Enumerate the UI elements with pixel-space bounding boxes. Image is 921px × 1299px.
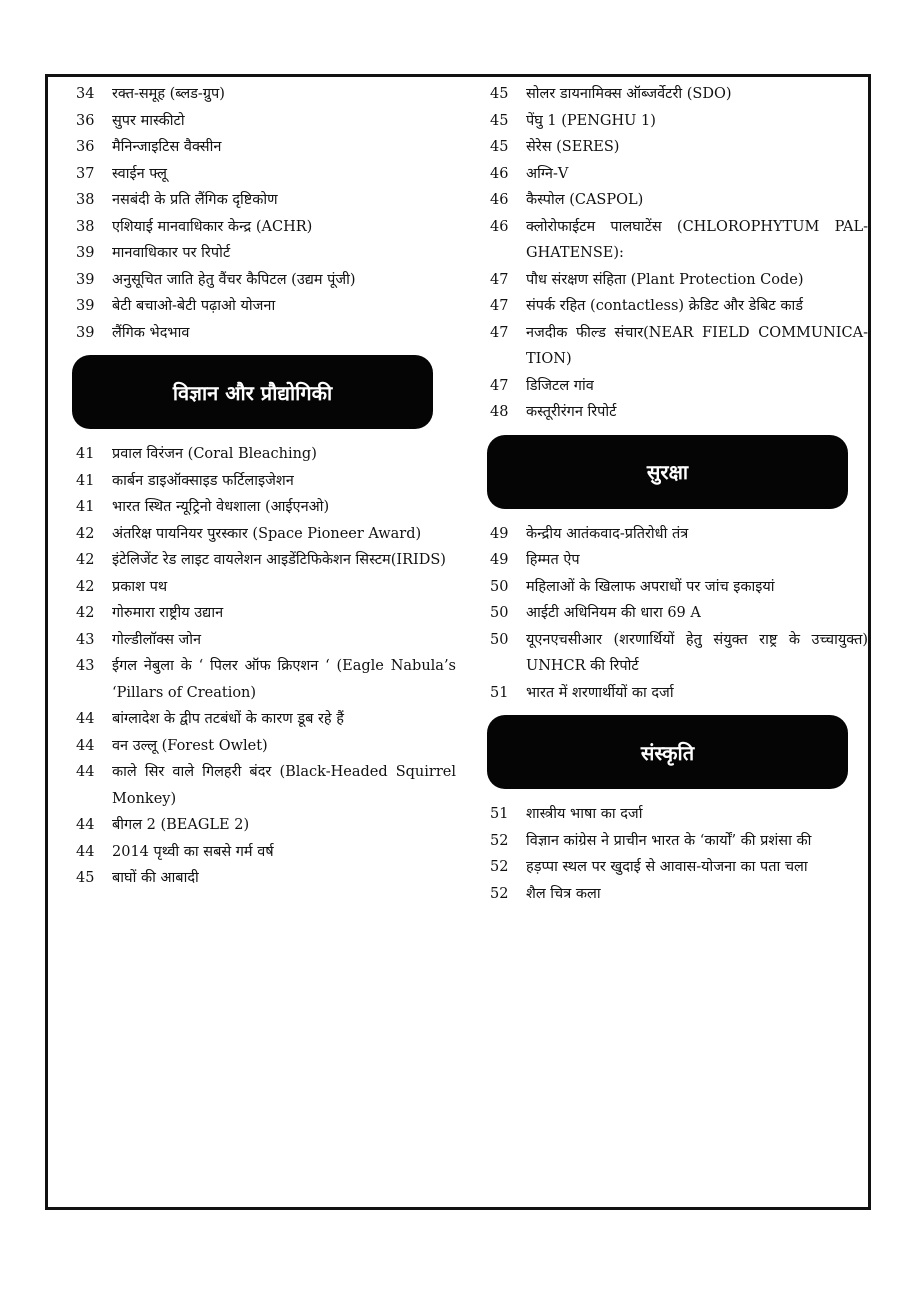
toc-page-number: 42 [76,578,95,595]
toc-page-number: 39 [76,298,95,314]
toc-entry-title: मैनिन्जाइटिस वैक्सीन [112,139,222,155]
toc-entry [76,812,456,839]
toc-entry [76,627,456,654]
toc-page-number: 37 [76,165,95,182]
toc-entry-title: स्वाईन फ्लू [112,165,168,182]
toc-entry [490,574,868,601]
toc-entry [76,706,456,733]
toc-page-number: 50 [490,605,509,621]
toc-entry [490,600,868,627]
toc-entry [76,865,456,892]
toc-entry-title: गोरुमारा राष्ट्रीय उद्यान [112,605,224,621]
toc-entry [490,81,868,108]
toc-page-number: 44 [76,711,95,727]
toc-entry-title: कार्बन डाइऑक्साइड फर्टिलाइजेशन [112,472,294,489]
toc-entry [76,521,456,548]
toc-page-number: 47 [490,271,509,288]
toc-entry [76,653,456,706]
toc-entry-title: हिम्मत ऐप [526,552,580,568]
toc-right-column [490,81,868,907]
toc-list [490,81,868,426]
toc-entry [76,547,456,574]
section-heading-culture: संस्कृति [487,715,848,789]
toc-entry [490,161,868,188]
toc-page-number: 39 [76,245,95,261]
toc-list [76,81,456,346]
toc-page-number: 38 [76,218,95,235]
toc-entry-title: गोल्डीलॉक्स जोन [112,631,202,648]
toc-entry [490,801,868,828]
toc-entry-title: भारत में शरणार्थीयों का दर्जा [526,684,674,701]
toc-entry [490,854,868,881]
toc-page-number: 36 [76,139,95,155]
toc-entry [76,214,456,241]
toc-entry-title: नजदीक फील्ड संचार(NEAR FIELD COMMUNICA-TION) [526,324,868,367]
toc-entry [76,161,456,188]
toc-page-number: 46 [490,165,509,182]
toc-entry-title: बीगल 2 (BEAGLE 2) [112,817,250,833]
toc-page-number: 42 [76,525,95,542]
toc-entry [76,600,456,627]
toc-entry-title: अंतरिक्ष पायनियर पुरस्कार (Space Pioneer Award) [112,525,422,542]
toc-page-number: 41 [76,499,95,515]
toc-page-number: 46 [490,192,509,208]
toc-entry-title: कस्तूरीरंगन रिपोर्ट [526,404,617,420]
toc-entry [490,108,868,135]
toc-entry [76,240,456,267]
toc-entry-title: संपर्क रहित (contactless) क्रेडिट और डेबिट कार्ड [526,298,803,314]
toc-entry-title: कैस्पोल (CASPOL) [526,192,644,208]
toc-entry-title: केन्द्रीय आतंकवाद-प्रतिरोधी तंत्र [526,525,689,542]
toc-page-number: 39 [76,271,95,288]
toc-entry [490,293,868,320]
toc-entry-title: विज्ञान कांग्रेस ने प्राचीन भारत के ‘कार्यों’ की प्रशंसा की [526,832,812,849]
toc-entry-title: बाघों की आबादी [112,870,199,886]
toc-entry-title: बेटी बचाओ-बेटी पढ़ाओ योजना [112,298,276,314]
toc-entry-title: प्रवाल विरंजन (Coral Bleaching) [112,446,317,462]
toc-entry-title: सेरेस (SERES) [526,139,620,155]
toc-page-number: 45 [76,870,95,886]
toc-entry [76,468,456,495]
toc-entry-title: शैल चित्र कला [526,885,601,902]
toc-entry [490,320,868,373]
toc-entry-title: हड़प्पा स्थल पर खुदाई से आवास-योजना का पता चला [526,859,808,875]
toc-entry-title: काले सिर वाले गिलहरी बंदर (Black-Headed Squirrel Monkey) [112,764,456,807]
toc-entry-title: बांग्लादेश के द्वीप तटबंधों के कारण डूब रहे हैं [112,711,344,727]
toc-page-number: 44 [76,843,95,860]
toc-entry [76,320,456,347]
toc-entry [76,108,456,135]
toc-page-number: 50 [490,631,509,648]
toc-entry-title: शास्त्रीय भाषा का दर्जा [526,806,643,822]
toc-entry [76,81,456,108]
toc-entry-title: 2014 पृथ्वी का सबसे गर्म वर्ष [112,843,274,860]
toc-page-number: 49 [490,552,509,568]
toc-page-number: 47 [490,324,509,341]
toc-entry [76,293,456,320]
toc-page-number: 42 [76,605,95,621]
toc-entry-title: पेंघु 1 (PENGHU 1) [526,112,656,129]
toc-entry-title: महिलाओं के खिलाफ अपराधों पर जांच इकाइयां [526,578,775,595]
toc-page-number: 43 [76,631,95,648]
toc-entry [76,733,456,760]
toc-list [76,441,456,892]
toc-entry-title: अग्नि-V [526,165,569,182]
toc-page-number: 44 [76,764,95,780]
toc-entry [490,547,868,574]
toc-page-number: 39 [76,324,95,341]
toc-entry-title: प्रकाश पथ [112,578,168,595]
toc-entry-title: नसबंदी के प्रति लैंगिक दृष्टिकोण [112,192,278,208]
toc-page-number: 50 [490,578,509,595]
toc-list [490,521,868,707]
toc-entry [490,134,868,161]
toc-entry-title: आईटी अधिनियम की धारा 69 A [526,605,701,621]
toc-list [490,801,868,907]
toc-page-number: 47 [490,377,509,394]
toc-entry [490,267,868,294]
toc-page-number: 48 [490,404,509,420]
toc-page-number: 45 [490,112,509,129]
toc-entry [490,399,868,426]
toc-entry-title: सुपर मास्कीटो [112,112,185,129]
toc-page-number: 52 [490,859,509,875]
toc-entry-title: डिजिटल गांव [526,377,594,394]
toc-page-number: 46 [490,218,509,235]
toc-entry-title: मानवाधिकार पर रिपोर्ट [112,245,231,261]
toc-page-number: 36 [76,112,95,129]
toc-entry [490,828,868,855]
toc-entry [490,187,868,214]
toc-entry [76,494,456,521]
toc-page-number: 47 [490,298,509,314]
toc-page-number: 51 [490,806,509,822]
toc-page-number: 41 [76,446,95,462]
toc-entry-title: ईगल नेबुला के ‘ पिलर ऑफ क्रिएशन ‘ (Eagle Nabula’s ‘Pillars of Creation) [112,658,456,701]
toc-left-column [76,81,456,892]
toc-page-number: 52 [490,885,509,902]
toc-page-number: 38 [76,192,95,208]
toc-entry [490,627,868,680]
toc-entry [76,441,456,468]
toc-page-number: 45 [490,139,509,155]
toc-page-number: 49 [490,525,509,542]
toc-entry-title: क्लोरोफाईटम पालघाटेंस (CHLOROPHYTUM PAL-GHATENSE): [526,218,868,261]
toc-entry-title: एशियाई मानवाधिकार केन्द्र (ACHR) [112,218,313,235]
toc-page-number: 41 [76,472,95,489]
toc-page-number: 34 [76,86,95,102]
toc-entry [76,759,456,812]
toc-page-number: 45 [490,86,509,102]
toc-page-number: 43 [76,658,95,674]
toc-entry [76,574,456,601]
toc-entry-title: लैंगिक भेदभाव [112,324,190,341]
toc-entry [76,187,456,214]
toc-page-number: 44 [76,817,95,833]
toc-page-number: 42 [76,552,95,568]
toc-entry-title: वन उल्लू (Forest Owlet) [112,737,268,754]
toc-entry-title: यूएनएचसीआर (शरणार्थियों हेतु संयुक्त राष्ट्र के उच्चायुक्त) UNHCR की रिपोर्ट [526,631,868,674]
toc-entry [490,680,868,707]
toc-entry [490,881,868,908]
toc-entry [490,521,868,548]
toc-entry [490,214,868,267]
toc-entry-title: रक्त-समूह (ब्लड-ग्रुप) [112,86,225,102]
toc-page-number: 51 [490,684,509,701]
toc-page-number: 52 [490,832,509,849]
toc-entry-title: अनुसूचित जाति हेतु वैंचर कैपिटल (उद्यम पूंजी) [112,271,356,288]
toc-entry [490,373,868,400]
section-heading-security: सुरक्षा [487,435,848,509]
toc-entry-title: इंटेलिजेंट रेड लाइट वायलेशन आइडेंटिफिकेशन सिस्टम(IRIDS) [112,552,446,568]
section-heading-science: विज्ञान और प्रौद्योगिकी [72,355,433,429]
toc-entry [76,134,456,161]
toc-page-number: 44 [76,737,95,754]
toc-entry-title: पौध संरक्षण संहिता (Plant Protection Code) [526,271,804,288]
toc-entry-title: भारत स्थित न्यूट्रिनो वेधशाला (आईएनओ) [112,499,330,515]
toc-entry-title: सोलर डायनामिक्स ऑब्जर्वेटरी (SDO) [526,86,732,102]
toc-entry [76,267,456,294]
toc-entry [76,839,456,866]
